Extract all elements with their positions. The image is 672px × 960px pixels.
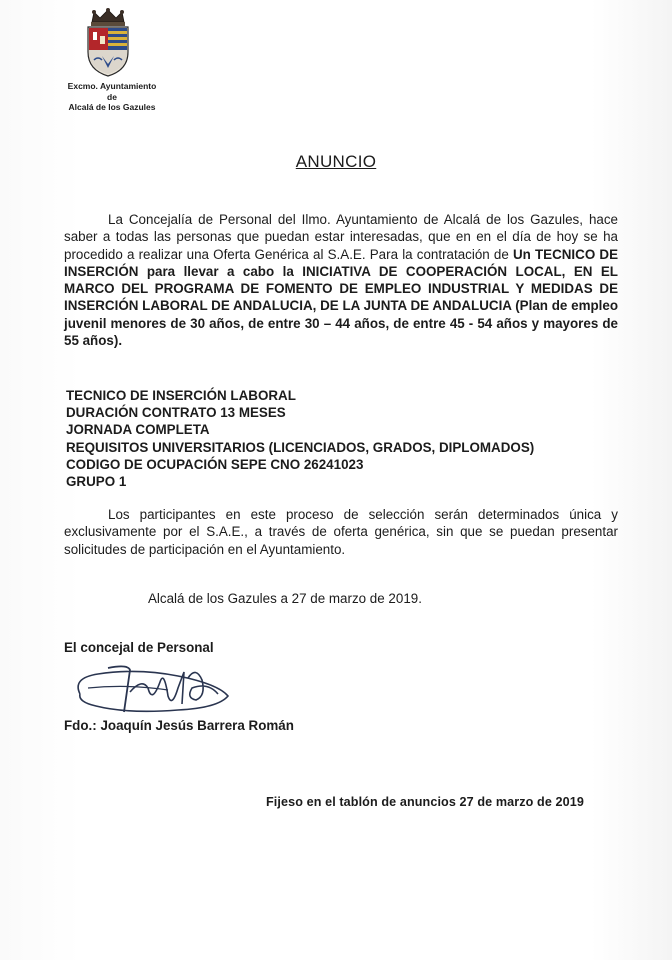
signer-role: El concejal de Personal [64, 640, 214, 655]
selection-paragraph [64, 506, 618, 558]
place-and-date: Alcalá de los Gazules a 27 de marzo de 2019. [148, 591, 422, 606]
selection-text: Los participantes en este proceso de selección serán determinados única y exclusivamente por el S.A.E., a través de oferta genérica, sin que se puedan presentar solicitudes de participación en el Ayuntamiento. [64, 507, 618, 557]
paragraph-program: Un TECNICO DE INSERCIÓN para llevar a cabo la INICIATIVA DE COOPERACIÓN LOCAL, EN EL MARCO DEL PROGRAMA DE FOMENTO DE EMPLEO INDUSTRIAL Y MEDIDAS DE INSERCIÓN LABORAL DE ANDALUCIA, DE LA JUNTA DE ANDALUCIA (Plan de empleo juvenil menores de 30 años, de entre 30 – 44 años, de entre 45 - 54 años y mayores de 55 años). [64, 246, 619, 349]
organization-name [50, 81, 174, 113]
paragraph-intro: La Concejalía de Personal del Ilmo. Ayuntamiento de Alcalá de los Gazules, hace saber a todas las personas que puedan estar interesadas, que en en el día de hoy se ha procedido a realizar una Oferta Genérica al S.A.E. Para la contratación de [64, 212, 618, 262]
document-title: ANUNCIO [295, 152, 377, 171]
requirement-schedule: JORNADA COMPLETA [66, 422, 210, 438]
job-requirements [66, 387, 626, 490]
requirement-position: TECNICO DE INSERCIÓN LABORAL [66, 388, 296, 403]
requirement-group: GRUPO 1 [66, 474, 127, 490]
signer-name: Fdo.: Joaquín Jesús Barrera Román [64, 718, 294, 733]
org-line-3: Alcalá de los Gazules [68, 102, 156, 112]
org-line-2: de [107, 91, 117, 102]
requirement-occupation-code: CODIGO DE OCUPACIÓN SEPE CNO 26241023 [66, 456, 364, 472]
announcement-paragraph [64, 211, 618, 349]
requirement-education: REQUISITOS UNIVERSITARIOS (LICENCIADOS, GRADOS, DIPLOMADOS) [66, 439, 535, 455]
org-line-1: Excmo. Ayuntamiento [67, 81, 157, 91]
handwritten-signature-icon [68, 648, 248, 728]
requirement-duration: DURACIÓN CONTRATO 13 MESES [66, 405, 286, 421]
posting-note: Fijeso en el tablón de anuncios 27 de marzo de 2019 [266, 795, 584, 809]
coat-of-arms-icon [80, 6, 136, 78]
